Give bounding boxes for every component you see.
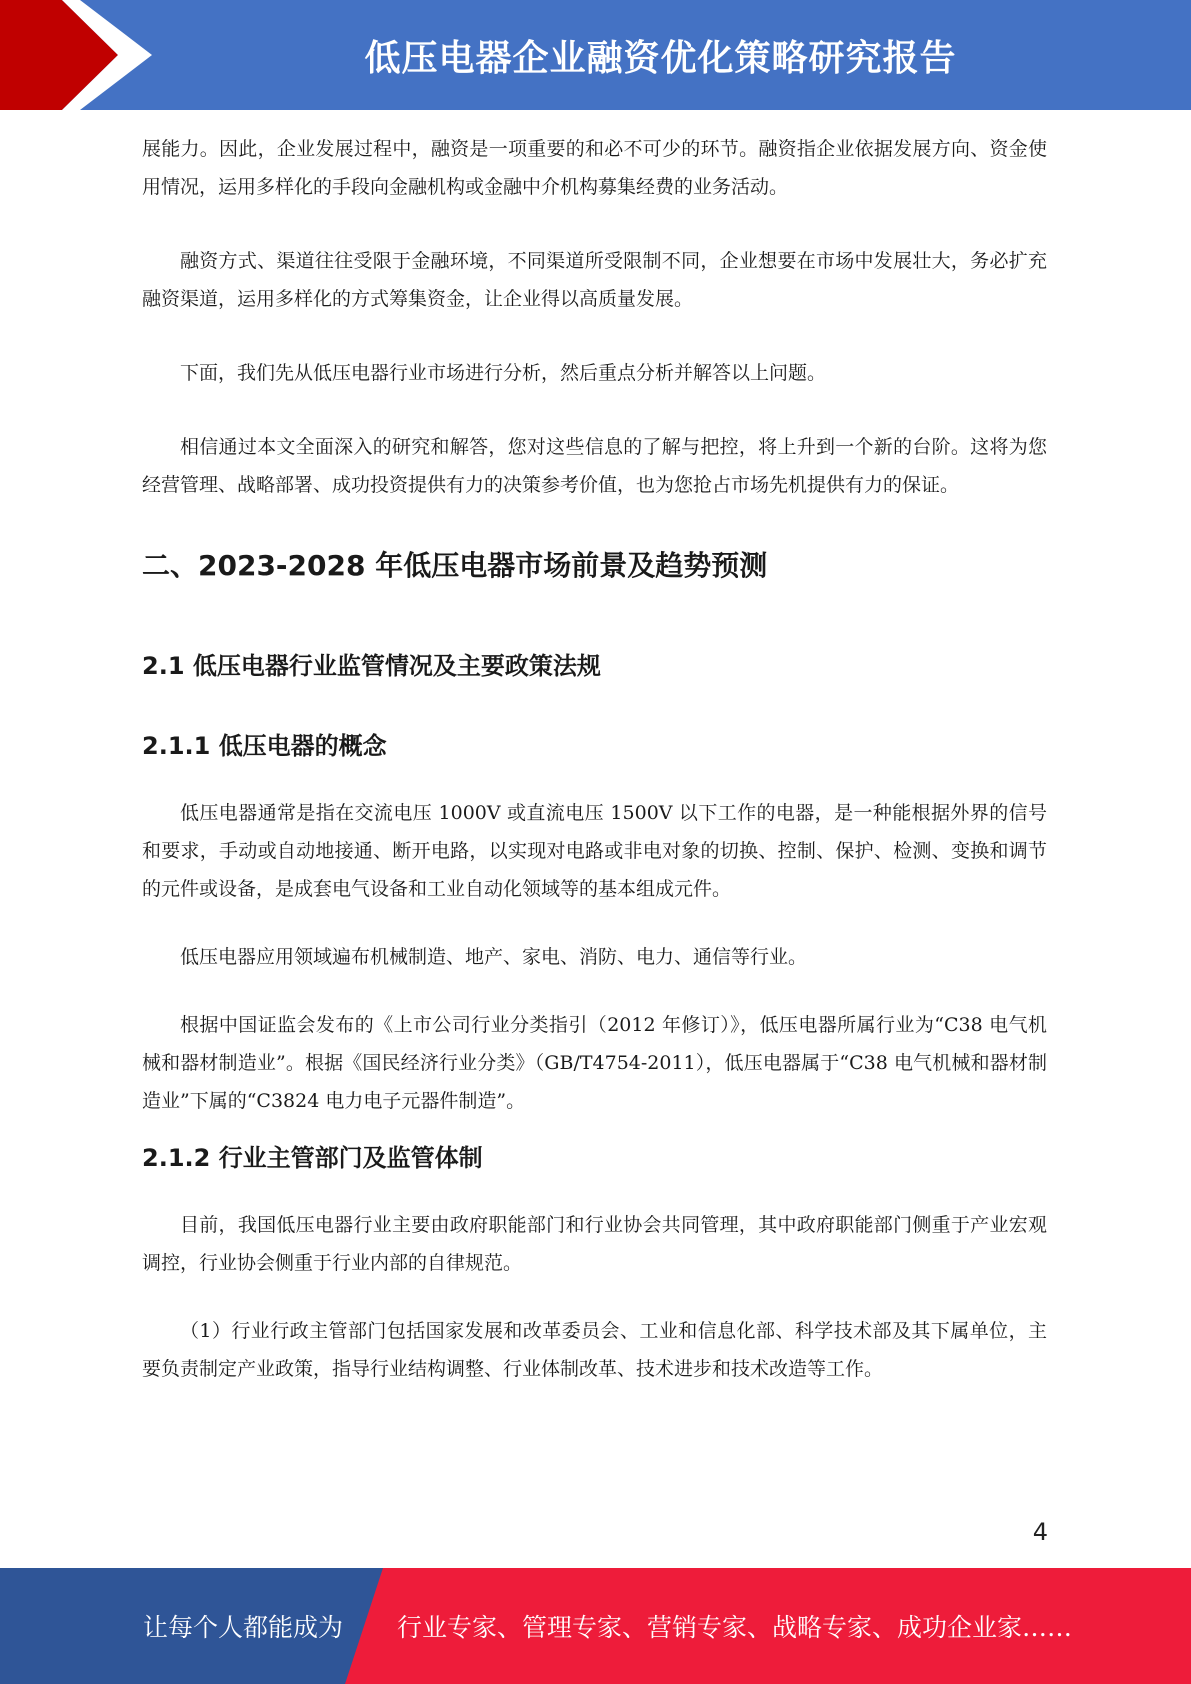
paragraph: 融资方式、渠道往往受限于金融环境，不同渠道所受限制不同，企业想要在市场中发展壮大，务必扩充融资渠道，运用多样化的方式筹集资金，让企业得以高质量发展。: [142, 250, 1047, 310]
paragraph: 低压电器通常是指在交流电压 1000V 或直流电压 1500V 以下工作的电器，是一种能根据外界的信号和要求，手动或自动地接通、断开电路，以实现对电路或非电对象的切换、控制、保护、检测、变换和调节的元件或设备，是成套电气设备和工业自动化领域等的基本组成元件。: [142, 802, 1047, 900]
paragraph: 下面，我们先从低压电器行业市场进行分析，然后重点分析并解答以上问题。: [180, 362, 827, 384]
paragraph: 展能力。因此，企业发展过程中，融资是一项重要的和必不可少的环节。融资指企业依据发展方向、资金使用情况，运用多样化的手段向金融机构或金融中介机构募集经费的业务活动。: [142, 138, 1047, 198]
subsubsection-heading: 2.1.2 行业主管部门及监管体制: [142, 1144, 483, 1172]
section-heading: 二、2023-2028 年低压电器市场前景及趋势预测: [142, 549, 768, 582]
document-title: 低压电器企业融资优化策略研究报告: [364, 37, 957, 79]
footer-slogan-right: 行业专家、管理专家、营销专家、战略专家、成功企业家……: [397, 1613, 1073, 1642]
paragraph: 低压电器应用领域遍布机械制造、地产、家电、消防、电力、通信等行业。: [180, 946, 808, 968]
footer-slogan-left: 让每个人都能成为: [143, 1613, 344, 1642]
page-header: [0, 0, 1191, 110]
paragraph: 根据中国证监会发布的《上市公司行业分类指引（2012 年修订）》，低压电器所属行业为“C38 电气机械和器材制造业”。根据《国民经济行业分类》（GB/T4754-2011），低压电器属于“C38 电气机械和器材制造业”下属的“C3824 电力电子元器件制造”。: [142, 1014, 1047, 1112]
paragraph: 相信通过本文全面深入的研究和解答，您对这些信息的了解与把控，将上升到一个新的台阶。这将为您经营管理、战略部署、成功投资提供有力的决策参考价值，也为您抢占市场先机提供有力的保证。: [142, 436, 1047, 496]
subsection-heading: 2.1 低压电器行业监管情况及主要政策法规: [142, 652, 601, 680]
chevron-decoration-icon: [0, 0, 160, 110]
subsubsection-heading: 2.1.1 低压电器的概念: [142, 732, 387, 760]
document-body: [142, 130, 1047, 1388]
page-footer: [0, 1568, 1191, 1684]
paragraph: 目前，我国低压电器行业主要由政府职能部门和行业协会共同管理，其中政府职能部门侧重于产业宏观调控，行业协会侧重于行业内部的自律规范。: [142, 1214, 1047, 1274]
paragraph: （1）行业行政主管部门包括国家发展和改革委员会、工业和信息化部、科学技术部及其下属单位，主要负责制定产业政策，指导行业结构调整、行业体制改革、技术进步和技术改造等工作。: [142, 1320, 1047, 1380]
page-number: 4: [1032, 1518, 1048, 1546]
